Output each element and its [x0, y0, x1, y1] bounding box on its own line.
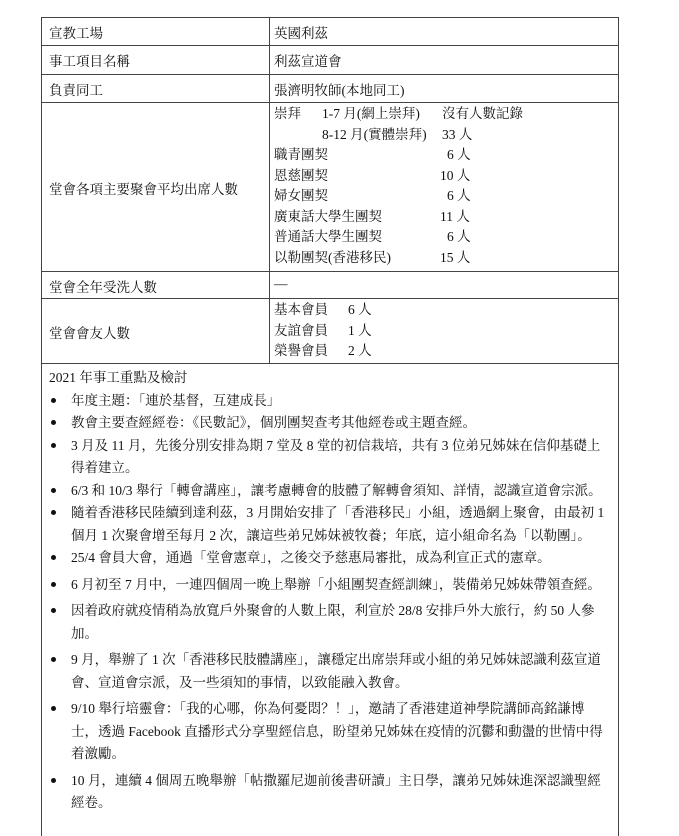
member-type-name: 基本會員 — [274, 302, 328, 317]
attendance-group — [274, 248, 618, 269]
member-type-name: 榮譽會員 — [274, 343, 328, 358]
attendance-group — [274, 207, 618, 228]
member-count: 1 人 — [348, 322, 372, 338]
review-item — [49, 600, 613, 645]
review-item-line: 年度主題：「連於基督，互建成長」 — [71, 392, 281, 408]
review-item — [49, 435, 613, 480]
bullet-icon — [51, 778, 56, 783]
review-title: 2021 年事工重點及檢討 — [49, 369, 188, 385]
group-count: 6 人 — [447, 188, 471, 203]
group-name: 恩慈團契 — [274, 167, 328, 183]
row-mission-field — [41, 18, 619, 46]
members-list — [270, 299, 618, 363]
bullet-icon — [51, 510, 56, 515]
worship-online-count: 沒有人數記錄 — [442, 106, 523, 121]
value-project-name: 利茲宣道會 — [274, 54, 342, 69]
attendance-worship-online — [274, 104, 618, 125]
bullet-icon — [51, 706, 56, 711]
row-attendance — [41, 103, 619, 272]
member-type — [274, 341, 618, 362]
label-mission-field: 宣教工場 — [42, 18, 270, 45]
review-item-line: 得着建立。 — [71, 460, 139, 475]
group-name: 普通話大學生團契 — [274, 229, 382, 244]
row-project-name — [41, 46, 619, 75]
label-staff: 負責同工 — [42, 75, 270, 102]
value-baptism: — — [274, 276, 288, 291]
bullet-icon — [51, 657, 56, 662]
bullet-icon — [51, 398, 56, 403]
review-item-line: 隨着香港移民陸續到達利茲，3 月開始安排了「香港移民」小組，透過網上聚會，由最初 1 — [71, 505, 605, 520]
member-type — [274, 300, 618, 321]
group-count: 11 人 — [440, 208, 470, 224]
bullet-icon — [51, 582, 56, 587]
label-attendance: 堂會各項主要聚會平均出席人數 — [42, 103, 270, 271]
group-name: 以勒團契(香港移民) — [274, 249, 391, 265]
review-item — [49, 412, 613, 435]
review-item — [49, 547, 613, 570]
attendance-group — [274, 227, 618, 248]
worship-physical-period: 8-12 月(實體崇拜) — [322, 126, 427, 142]
member-count: 2 人 — [348, 343, 372, 358]
attendance-groups — [274, 145, 618, 268]
attendance-group — [274, 186, 618, 207]
group-count: 15 人 — [440, 249, 471, 265]
row-baptism — [41, 272, 619, 299]
review-item-line: 3 月及 11 月，先後分別安排為期 7 堂及 8 堂的初信栽培，共有 3 位弟兄姊妹在信仰基礎上 — [71, 437, 601, 453]
group-count: 6 人 — [447, 147, 471, 162]
review-item — [49, 770, 613, 815]
member-type-name: 友誼會員 — [274, 322, 328, 338]
member-count: 6 人 — [348, 302, 372, 317]
group-name: 婦女團契 — [274, 188, 328, 203]
review-item-line: 因着政府就疫情稍為放寬戶外聚會的人數上限，利宣於 28/8 安排戶外大旅行，約 50 人參 — [71, 603, 595, 618]
bullet-icon — [51, 420, 56, 425]
bullet-icon — [51, 608, 56, 613]
value-mission-field: 英國利茲 — [274, 26, 328, 41]
group-count: 6 人 — [447, 229, 471, 244]
group-name: 廣東話大學生團契 — [274, 208, 382, 224]
attendance-group — [274, 145, 618, 166]
review-item-line: 6/3 和 10/3 舉行「轉會講座」，讓考慮轉會的肢體了解轉會須知、詳情，認識宣道會宗派。 — [71, 482, 602, 498]
review-item-line: 10 月，連續 4 個周五晚舉辦「帖撒羅尼迦前後書研讀」主日學，讓弟兄姊妹進深認識聖經 — [71, 772, 601, 788]
worship-physical-count: 33 人 — [442, 126, 473, 142]
review-item-line: 加。 — [71, 625, 98, 641]
row-members — [41, 299, 619, 364]
review-item-line: 9/10 舉行培靈會：「我的心哪，你為何憂悶？！」，邀請了香港建道神學院講師高銘謙博 — [71, 701, 585, 716]
review-item — [49, 574, 613, 597]
review-item — [49, 698, 613, 766]
review-item-line: 個月 1 次聚會增至每月 2 次，讓這些弟兄姊妹被牧養；年底，這小組命名為「以勒團」。 — [71, 527, 591, 543]
review-item — [49, 390, 613, 413]
review-item — [49, 480, 613, 503]
group-count: 10 人 — [440, 167, 471, 183]
label-baptism: 堂會全年受洗人數 — [42, 272, 270, 298]
value-staff: 張濟明牧師(本地同工) — [274, 83, 405, 98]
label-project-name: 事工項目名稱 — [42, 46, 270, 74]
worship-online-period: 1-7 月(網上崇拜) — [322, 106, 420, 121]
group-name: 職青團契 — [274, 147, 328, 162]
review-list — [49, 390, 618, 815]
bullet-icon — [51, 443, 56, 448]
review-item-line: 6 月初至 7 月中，一連四個周一晚上舉辦「小組團契查經訓練」，裝備弟兄姊妹帶領查經。 — [71, 576, 601, 592]
attendance-group — [274, 166, 618, 187]
attendance-worship-physical — [274, 125, 618, 146]
review-item-line: 9 月，舉辦了 1 次「香港移民肢體講座」，讓穩定出席崇拜或小組的弟兄姊妹認識利茲宣道 — [71, 652, 601, 667]
review-item — [49, 502, 613, 547]
review-item-line: 着激勵。 — [71, 746, 125, 761]
bullet-icon — [51, 555, 56, 560]
review-item-line: 士，透過 Facebook 直播形式分享聖經信息，盼望弟兄姊妹在疫情的沉鬱和動盪的世情中得 — [71, 723, 603, 739]
member-type — [274, 321, 618, 342]
report-table — [41, 17, 619, 836]
attendance-list — [270, 103, 618, 271]
bullet-icon — [51, 488, 56, 493]
review-item-line: 會、宣道會宗派，及一些須知的事情，以致能融入教會。 — [71, 674, 409, 690]
review-item-line: 教會主要查經經卷：《民數記》，個別團契查考其他經卷或主題查經。 — [71, 415, 476, 430]
review-item — [49, 649, 613, 694]
label-members: 堂會會友人數 — [42, 299, 270, 363]
row-staff — [41, 75, 619, 103]
row-review — [41, 364, 619, 836]
worship-name: 崇拜 — [274, 106, 301, 121]
review-item-line: 25/4 會員大會，通過「堂會憲章」，之後交予慈惠局審批，成為利宣正式的憲章。 — [71, 550, 551, 565]
review-item-line: 經卷。 — [71, 795, 112, 810]
